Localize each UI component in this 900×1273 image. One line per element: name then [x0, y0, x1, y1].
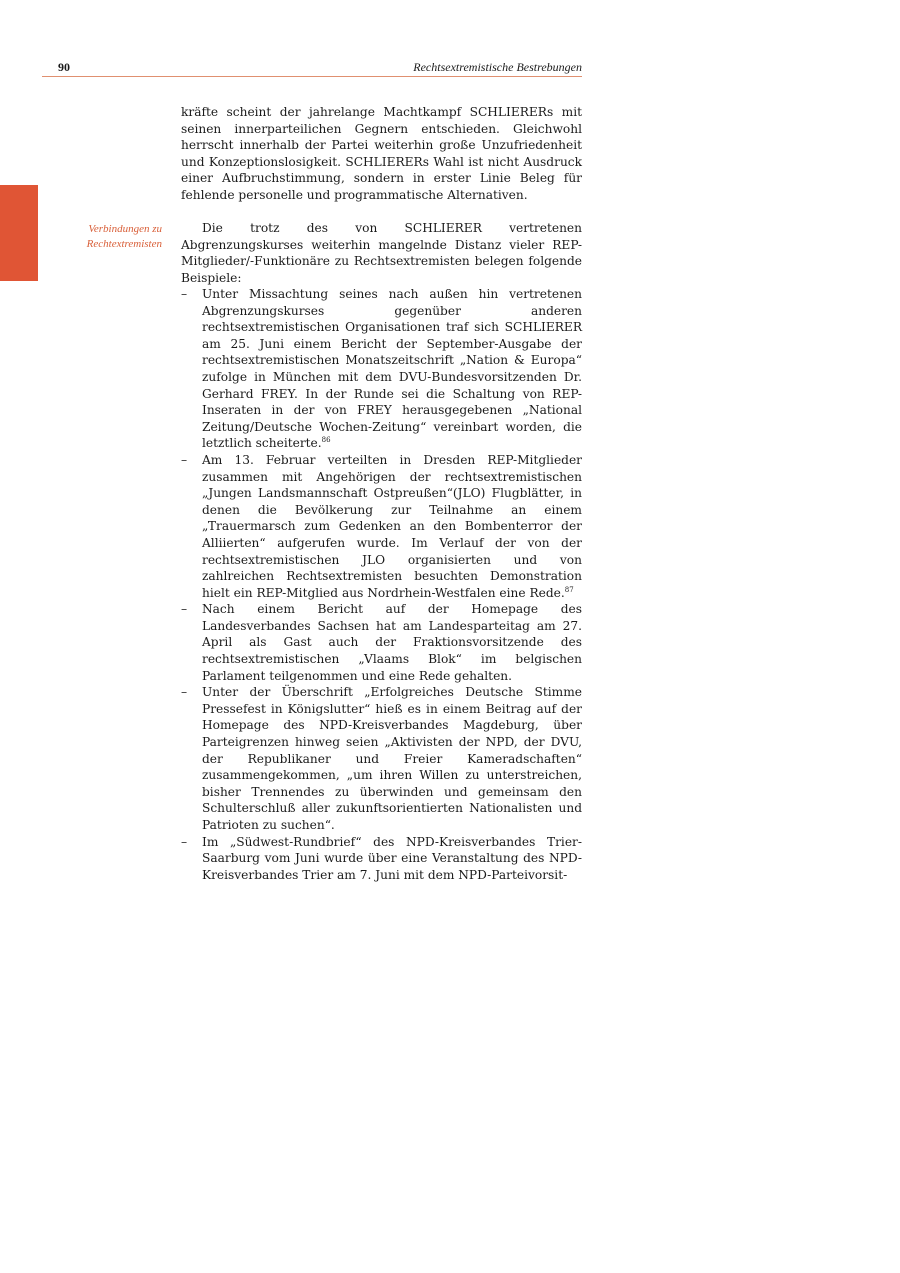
margin-note-line1: Verbindungen zu — [88, 223, 162, 235]
list-item — [181, 601, 582, 684]
dash-marker: – — [181, 602, 188, 617]
running-title: Rechtsextremistische Bestrebungen — [413, 60, 582, 74]
chapter-side-tab — [0, 185, 38, 281]
footnote-ref: 87 — [564, 585, 574, 594]
paragraph-2: Die trotz des von SCHLIERER vertretenen Abgrenzungskurses weiterhin mangelnde Distanz vieler REP-Mitglieder/-Funktionäre zu Rechtsextremisten belegen folgende Beispiele: — [181, 221, 582, 285]
header-rule — [42, 76, 582, 77]
list-item — [181, 684, 582, 833]
paragraph-1: kräfte scheint der jahrelange Machtkampf SCHLIERERs mit seinen innerparteilichen Gegnern entschieden. Gleichwohl herrscht innerhalb der Partei weiterhin große Unzufriedenheit und Konzeptionslosigkeit. SCHLIERERs Wahl ist nicht Ausdruck einer Aufbruchstimmung, sondern in erster Linie Beleg für fehlende personelle und programmatische Alternativen. — [181, 105, 582, 202]
margin-note — [60, 222, 162, 252]
dash-marker: – — [181, 452, 188, 467]
list-item-text: Im „Südwest-Rundbrief“ des NPD-Kreisverbandes Trier-Saarburg vom Juni wurde über eine Veranstaltung des NPD-Kreisverbandes Trier am 7. Juni mit dem NPD-Parteivorsit- — [202, 834, 582, 882]
list-item-text: Nach einem Bericht auf der Homepage des Landesverbandes Sachsen hat am Landesparteitag am 27. April als Gast auch der Fraktionsvorsitzende des rechtsextremistischen „Vlaams Blok“ im belgischen Parlament teilgenommen und eine Rede gehalten. — [202, 602, 582, 683]
list-item — [181, 834, 582, 884]
footnote-ref: 86 — [321, 436, 331, 445]
list-item — [181, 286, 582, 452]
margin-note-line2: Rechtextremisten — [86, 238, 162, 250]
example-list — [181, 286, 582, 883]
list-item — [181, 452, 582, 601]
page-number: 90 — [58, 60, 70, 74]
list-item-text: Am 13. Februar verteilten in Dresden REP-Mitglieder zusammen mit Angehörigen der rechtsextremistischen „Jungen Landsmannschaft Ostpreußen“(JLO) Flugblätter, in denen die Bevölkerung zur Teilnahme an einem „Trauermarsch zum Gedenken an den Bombenterror der Alliierten“ aufgerufen wurde. Im Verlauf der von der rechtsextremistischen JLO organisierten und von zahlreichen Rechtsextremisten besuchten Demonstration hielt ein REP-Mitglied aus Nordrhein-Westfalen eine Rede. — [202, 452, 582, 600]
dash-marker: – — [181, 834, 188, 849]
dash-marker: – — [181, 287, 188, 301]
dash-marker: – — [181, 685, 188, 700]
list-item-text: Unter der Überschrift „Erfolgreiches Deutsche Stimme Pressefest in Königslutter“ hieß es in einem Beitrag auf der Homepage des NPD-Kreisverbandes Magdeburg, über Parteigrenzen hinweg seien „Aktivisten der NPD, der DVU, der Republikaner und Freier Kameradschaften“ zusammengekommen, „um ihren Willen zu unterstreichen, bisher Trennendes zu überwinden und gemeinsam den Schulterschluß aller zukunftsorientierten Nationalisten und Patrioten zu suchen“. — [202, 685, 582, 832]
list-item-text: Unter Missachtung seines nach außen hin vertretenen Abgrenzungskurses gegenüber anderen rechtsextremistischen Organisationen traf sich SCHLIERER am 25. Juni einem Bericht der September-Ausgabe der rechtsextremistischen Monatszeitschrift „Nation & Europa“ zufolge in München mit dem DVU-Bundesvorsitzenden Dr. Gerhard FREY. In der Runde sei die Schaltung von REP-Inseraten in der von FREY herausgegebenen „National Zeitung/Deutsche Wochen-Zeitung“ vereinbart worden, die letztlich scheiterte. — [202, 287, 582, 451]
